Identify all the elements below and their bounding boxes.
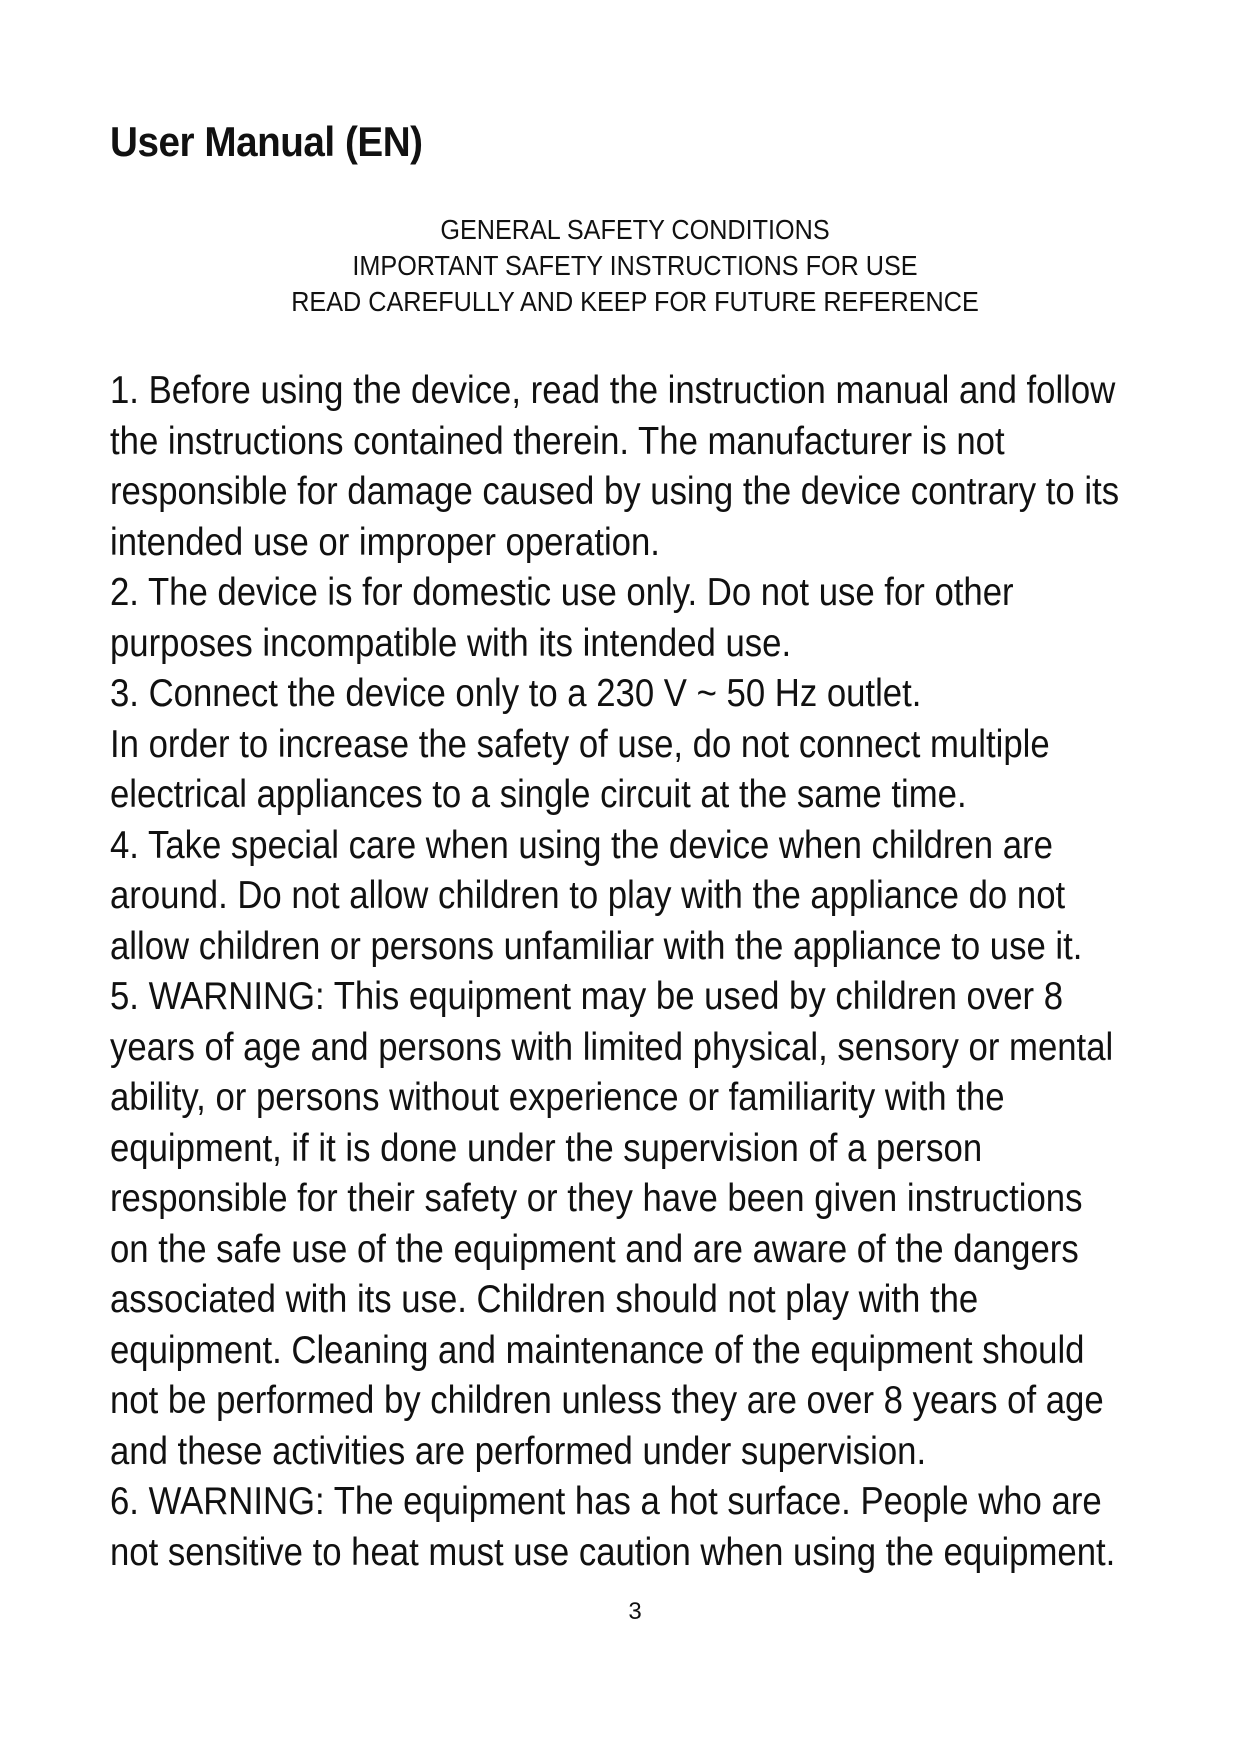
text-line: equipment. Cleaning and maintenance of the equipment should xyxy=(110,1328,1085,1372)
text-line: associated with its use. Children should not play with the xyxy=(110,1278,979,1321)
text-line: 2. The device is for domestic use only. Do not use for other xyxy=(110,571,1014,614)
text-line: In order to increase the safety of use, do not connect multiple xyxy=(110,722,1050,766)
text-line: allow children or persons unfamiliar with the appliance to use it. xyxy=(110,924,1083,968)
text-line: purposes incompatible with its intended use. xyxy=(110,621,792,665)
text-line: equipment, if it is done under the supervision of a person xyxy=(110,1126,983,1170)
text-line: electrical appliances to a single circuit at the same time. xyxy=(110,773,967,816)
text-line: 1. Before using the device, read the instruction manual and follow xyxy=(110,369,1116,412)
text-line: on the safe use of the equipment and are aware of the dangers xyxy=(110,1227,1079,1271)
text-line: 5. WARNING: This equipment may be used by children over 8 xyxy=(110,975,1064,1018)
heading-important-instructions: IMPORTANT SAFETY INSTRUCTIONS FOR USE xyxy=(352,250,918,281)
text-line: responsible for their safety or they have been given instructions xyxy=(110,1177,1083,1220)
page-title: User Manual (EN) xyxy=(110,118,423,165)
text-line: the instructions contained therein. The manufacturer is not xyxy=(110,419,1005,463)
heading-general-safety: GENERAL SAFETY CONDITIONS xyxy=(440,214,830,245)
safety-instructions-text xyxy=(110,366,1200,1578)
text-line: years of age and persons with limited physical, sensory or mental xyxy=(110,1025,1114,1069)
text-line: responsible for damage caused by using the device contrary to its xyxy=(110,470,1120,513)
text-line: 6. WARNING: The equipment has a hot surface. People who are xyxy=(110,1480,1102,1523)
safety-headings xyxy=(110,212,1160,320)
text-line: not be performed by children unless they are over 8 years of age xyxy=(110,1379,1104,1422)
heading-read-carefully: READ CAREFULLY AND KEEP FOR FUTURE REFERENCE xyxy=(291,286,979,317)
page-number: 3 xyxy=(628,1598,642,1625)
text-line: intended use or improper operation. xyxy=(110,520,660,564)
text-line: ability, or persons without experience or familiarity with the xyxy=(110,1076,1005,1119)
text-line: not sensitive to heat must use caution when using the equipment. xyxy=(110,1530,1116,1574)
text-line: and these activities are performed under supervision. xyxy=(110,1429,927,1473)
text-line: 4. Take special care when using the device when children are xyxy=(110,823,1053,867)
text-line: around. Do not allow children to play with the appliance do not xyxy=(110,874,1066,917)
text-line: 3. Connect the device only to a 230 V ~ 50 Hz outlet. xyxy=(110,672,922,715)
